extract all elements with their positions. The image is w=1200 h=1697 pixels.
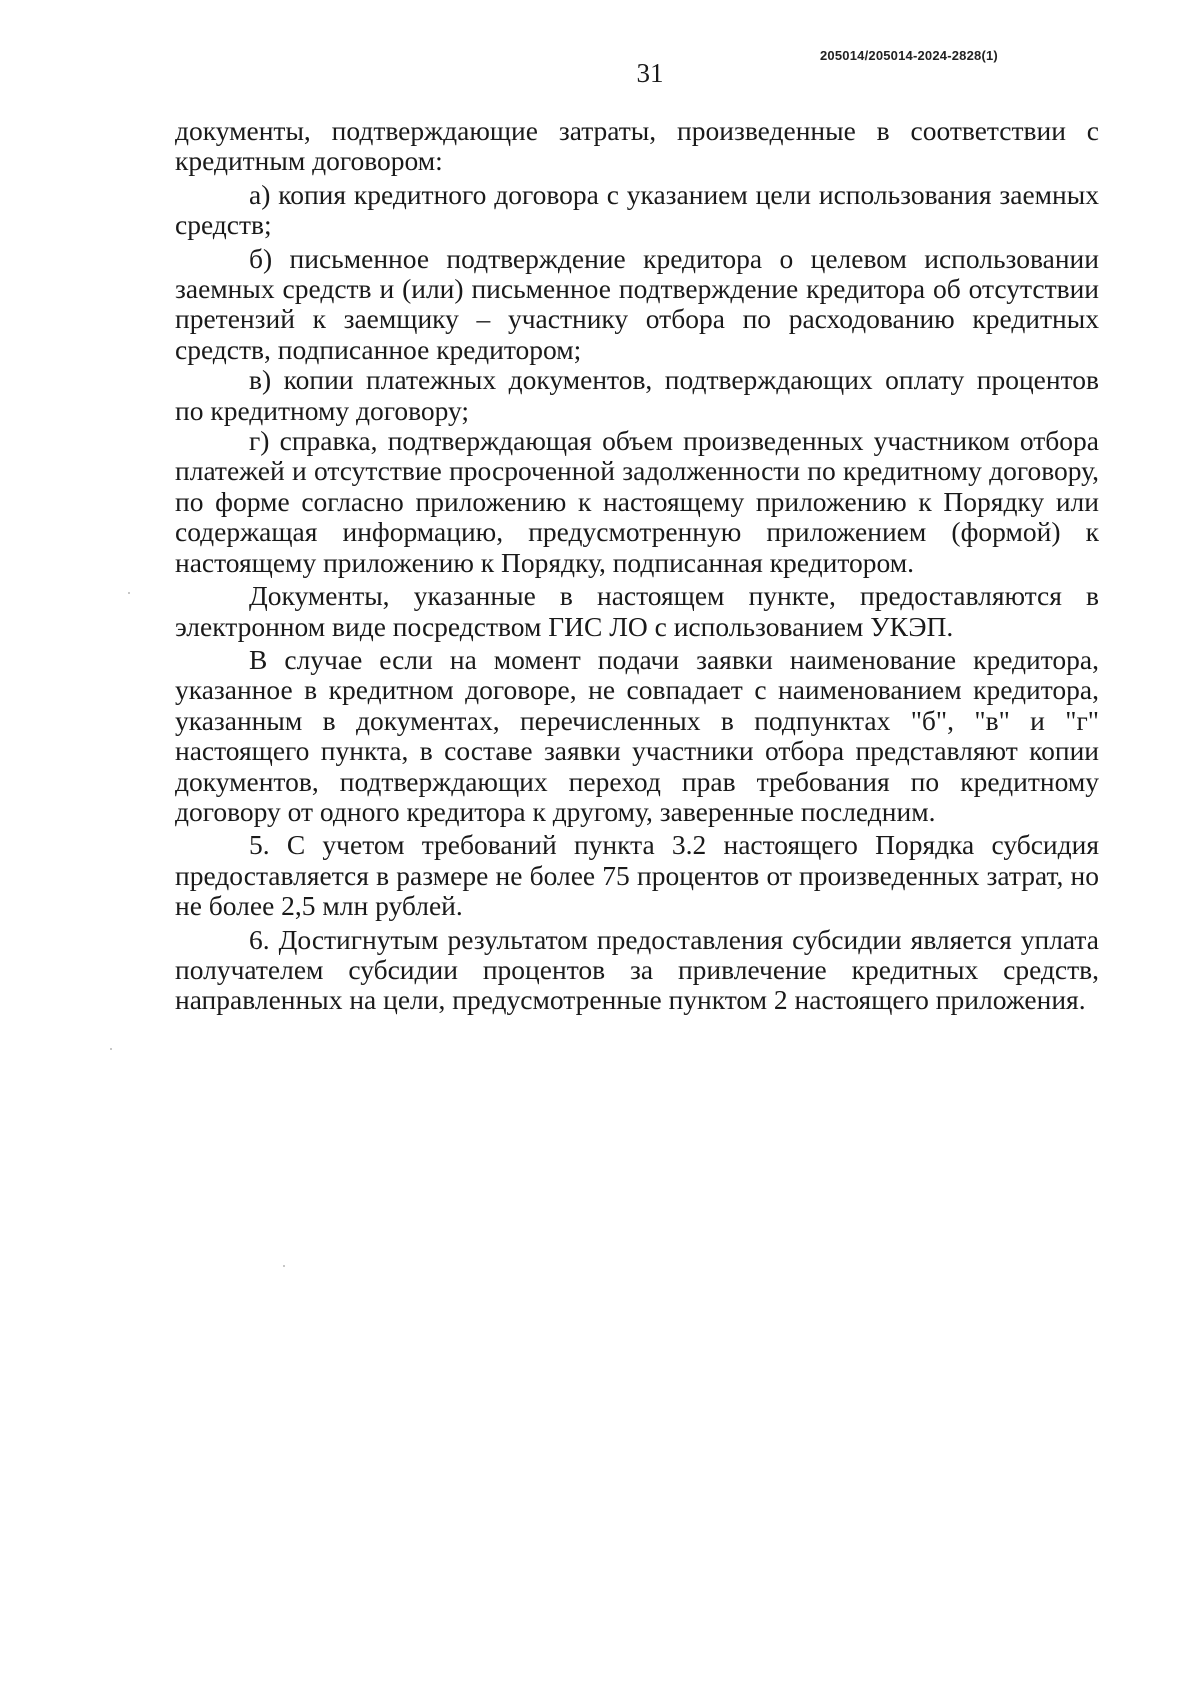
paragraph-electronic-submission: Документы, указанные в настоящем пункте, предоставляются в электронном виде посредством ГИС ЛО с использованием УКЭП. <box>175 580 1099 642</box>
paragraph-creditor-name-mismatch: В случае если на момент подачи заявки наименование кредитора, указанное в кредитном договоре, не совпадает с наименованием кредитора, указанным в документах, перечисленных в подпунктах "б", "в" и "г" настоящего пункта, в составе заявки участники отбора представляют копии документов, подтверждающих переход прав требования по кредитному договору от одного кредитора к другому, заверенные последним. <box>175 643 1099 827</box>
paragraph-item-b: б) письменное подтверждение кредитора о целевом использовании заемных средств и (или) письменное подтверждение кредитора об отсутствии претензий к заемщику – участнику отбора по расходованию кредитных средств, подписанное кредитором; <box>175 242 1099 365</box>
paragraph-intro: документы, подтверждающие затраты, произведенные в соответствии с кредитным договором: <box>175 115 1099 177</box>
scan-speck <box>283 1265 285 1267</box>
document-body <box>175 116 1099 1016</box>
scan-speck <box>110 1048 112 1050</box>
paragraph-item-a: а) копия кредитного договора с указанием цели использования заемных средств; <box>175 178 1099 241</box>
paragraph-point-6: 6. Достигнутым результатом предоставления субсидии является уплата получателем субсидии процентов за привлечение кредитных средств, направленных на цели, предусмотренные пунктом 2 настоящего приложения. <box>175 923 1099 1016</box>
paragraph-point-5: 5. С учетом требований пункта 3.2 настоящего Порядка субсидия предоставляется в размере не более 75 процентов от произведенных затрат, но не более 2,5 млн рублей. <box>175 829 1099 922</box>
page-number: 31 <box>636 58 664 88</box>
document-id: 205014/205014-2024-2828(1) <box>820 48 998 63</box>
paragraph-item-g: г) справка, подтверждающая объем произведенных участником отбора платежей и отсутствие просроченной задолженности по кредитному договору, по форме согласно приложению к настоящему приложению к Порядку или содержащая информацию, предусмотренную приложением (формой) к настоящему приложению к Порядку, подписанная кредитором. <box>175 425 1099 578</box>
scan-speck <box>128 592 130 594</box>
paragraph-item-v: в) копии платежных документов, подтверждающих оплату процентов по кредитному договору; <box>175 364 1099 426</box>
